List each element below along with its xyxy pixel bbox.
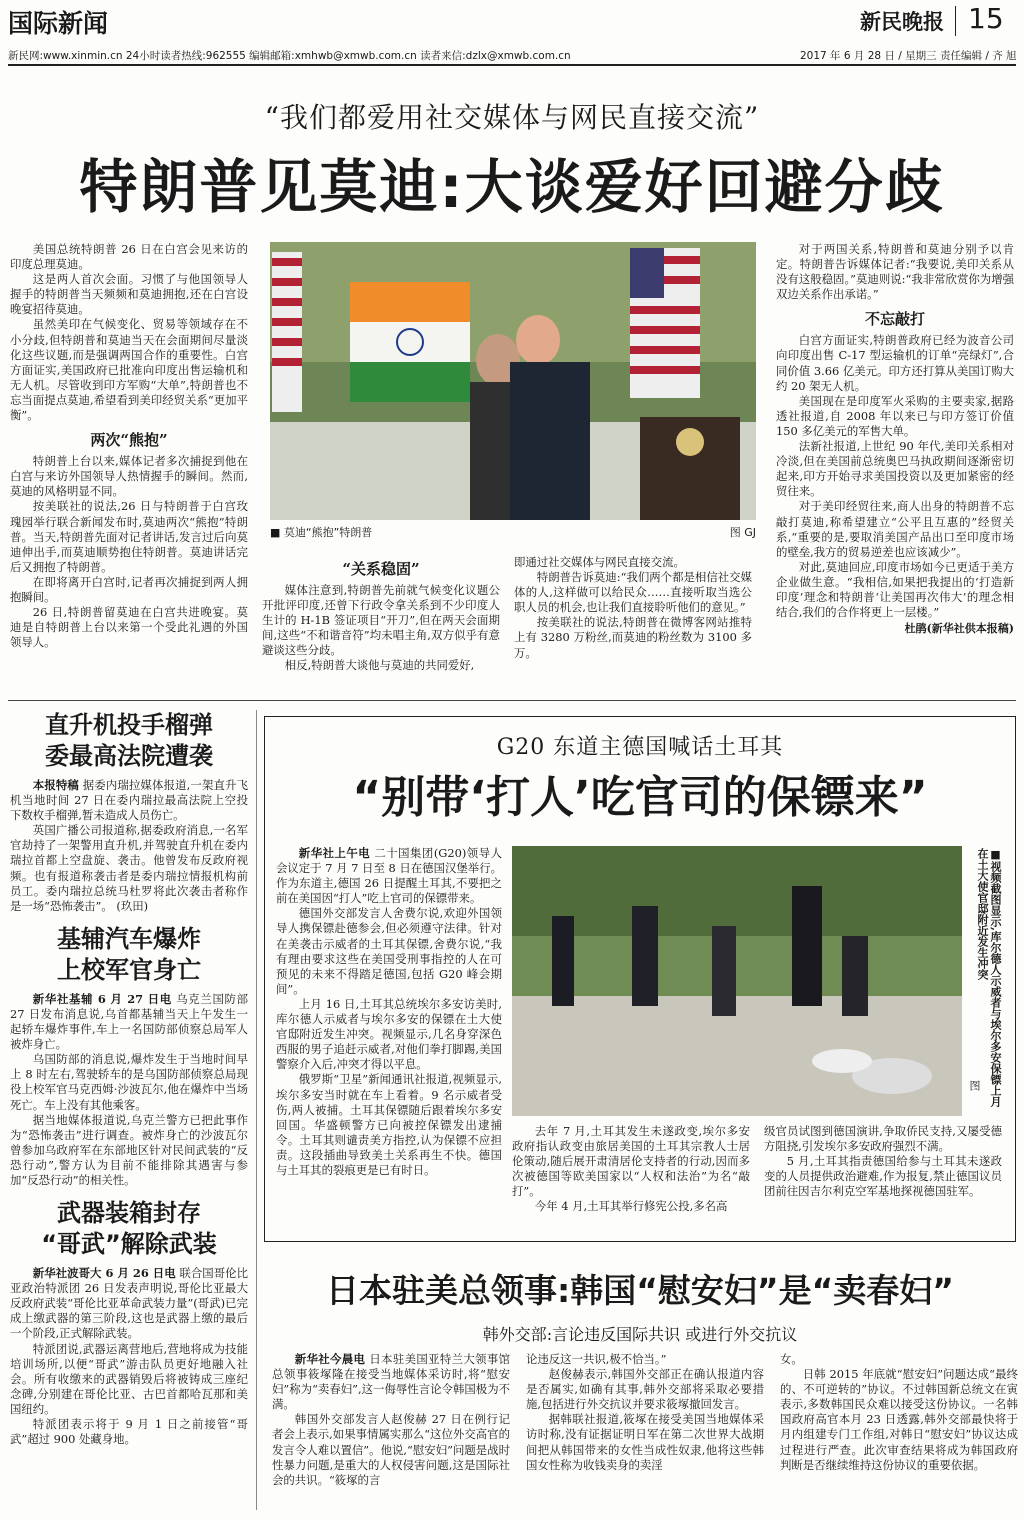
paragraph: 级官员试图到德国演讲,争取侨民支持,又屡受德方阻挠,引发埃尔多安政府强烈不满。 (764, 1124, 1002, 1154)
paragraph-text: 日本驻美国亚特兰大领事馆总领事筱塚隆在接受当地媒体采访时,将“慰安妇”称为“卖春妇”,这一侮辱性言论令韩国极为不满。 (272, 1352, 510, 1412)
subhead-pressure: 不忘敲打 (864, 310, 925, 329)
g20-headline: “别带‘打人’吃官司的保镖来” (352, 772, 928, 823)
caption-square-icon: ■ (270, 526, 284, 539)
paragraph: 特派团表示将于 9 月 1 日之前接管“哥武”超过 900 处藏身地。 (10, 1417, 248, 1447)
caption-square-icon: ■ (989, 848, 1002, 861)
paragraph: 德国外交部发言人舍费尔说,欢迎外国领导人携保镖赴德参会,但必须遵守法律。针对在美袭击示威者的土耳其保镖,舍费尔说,“我有理由要求这些在美国受刑事指控的人在可预见的未来不得踏足德国,包括 G20 峰会期间”。 (276, 906, 502, 996)
brief-title-line: 武器装箱封存 (57, 1199, 201, 1228)
paragraph: 白宫方面证实,特朗普政府已经为波音公司向印度出售 C-17 型运输机的订单“亮绿灯”,合同价值 3.66 亿美元。印方还打算从美国订购大约 20 架无人机。 (776, 333, 1014, 393)
photo-credit: 图 GJ (729, 526, 756, 539)
paragraph: 对于两国关系,特朗普和莫迪分别予以肯定。特朗普告诉媒体记者:“我要说,美印关系从没有这般稳固。”莫迪则说:“我非常欣赏你为增强双边关系作出承诺。” (776, 242, 1014, 302)
paragraph (272, 1352, 510, 1412)
main-col-3 (514, 555, 752, 661)
paragraph: 法新社报道,上世纪 90 年代,美印关系相对冷淡,但在美国前总统奥巴马执政期间逐渐密切起来,印方开始寻求美国投资以及更加紧密的经贸往来。 (776, 439, 1014, 499)
japan-col-1 (272, 1352, 510, 1488)
paragraph: 据韩联社报道,筱塚在接受美国当地媒体采访时称,没有证据证明日军在第二次世界大战期间把从韩国带来的女性当成性奴隶,他将这些韩国女性称为收钱卖身的卖淫 (526, 1412, 764, 1472)
paragraph (10, 1266, 248, 1341)
dateline: 新华社波哥大 6 月 26 日电 (32, 1266, 176, 1281)
paragraph: 特朗普告诉莫迪:“我们两个都是相信社交媒体的人,这样做可以给民众……直接听取当选公职人员的机会,也让我们直接聆听他们的意见。” (514, 570, 752, 615)
g20-col-3 (764, 1124, 1002, 1199)
paragraph-text: 乌克兰国防部 27 日发布消息说,乌首都基辅当天上午发生一起轿车爆炸事件,车上一名国防部侦察总局军人被炸身亡。 (10, 991, 249, 1052)
paragraph: 按美联社的说法,特朗普在微博客网站推特上有 3280 万粉丝,而莫迪的粉丝数为 3100 多万。 (514, 615, 752, 660)
g20-caption-text: 视频截图显示,库尔德人示威者与埃尔多安保镖上月在土大使官邸附近发生冲突 (976, 848, 1002, 1107)
dateline: 新华社上午电 (298, 846, 371, 860)
dateline: 新华社基辅 6 月 27 日电 (32, 991, 172, 1006)
section-rule (8, 700, 1016, 701)
paragraph: 去年 7 月,土耳其发生未遂政变,埃尔多安政府指认政变由旅居美国的土耳其宗教人士居伦策动,随后展开肃清居伦支持者的行动,因而多次被德国等欧美国家以“人权和法治”为名“敲打”。 (512, 1124, 750, 1199)
header-rule (8, 64, 1016, 66)
brief-1-title (10, 710, 248, 772)
paragraph: 英国广播公司报道称,据委政府消息,一名军官劫持了一架警用直升机,并驾驶直升机在委内瑞拉首都上空盘旋、袭击。他曾发布反政府视频。也有报道称袭击者是委内瑞拉情报机构前员工。委内瑞拉总统马杜罗将此次袭击者称作是一场“恐怖袭击”。 (玖田) (10, 823, 248, 913)
left-column (10, 710, 248, 1447)
g20-col-2 (512, 1124, 750, 1215)
paragraph: 按美联社的说法,26 日与特朗普于白宫玫瑰园举行联合新闻发布时,莫迪两次“熊抱”特朗普。当天,特朗普先面对记者讲话,发言过后向莫迪伸出手,而莫迪顺势抱住特朗普。莫迪讲话完后又拥抱了特朗普。 (10, 499, 248, 574)
paragraph: 赵俊赫表示,韩国外交部正在确认报道内容是否属实,如确有其事,韩外交部将采取必要措施,包括进行外交抗议并要求筱塚撤回发言。 (526, 1367, 764, 1412)
paragraph: 美国现在是印度军火采购的主要卖家,据路透社报道,自 2008 年以来已与印方签订价值 150 多亿美元的军售大单。 (776, 393, 1014, 438)
column-divider (256, 710, 257, 1510)
paragraph (10, 778, 248, 823)
paragraph: 论违反这一共识,极不恰当。” (526, 1352, 667, 1366)
subhead-stable: “关系稳固” (342, 560, 420, 578)
paragraph: 相反,特朗普大谈他与莫迪的共同爱好, (284, 658, 475, 673)
section-title: 国际新闻 (8, 9, 109, 38)
paragraph (10, 992, 248, 1052)
india-flag-icon (350, 282, 470, 402)
paragraph: 韩国外交部发言人赵俊赫 27 日在例行记者会上表示,如果事情属实那么“这位外交高官的发言令人难以置信”。他说,“慰安妇”问题是战时性暴力问题,是重大的人权侵害问题,这是国际社会的共识。“筱塚的言 (272, 1412, 510, 1487)
main-col-4 (776, 242, 1014, 636)
paragraph-text: 据委内瑞拉媒体报道,一架直升飞机当地时间 27 日在委内瑞拉最高法院上空投下数枚手榴弹,暂未造成人员伤亡。 (10, 778, 248, 823)
g20-photo-caption (966, 848, 1002, 1108)
paragraph: 今年 4 月,土耳其举行修宪公投,多名高 (534, 1199, 728, 1214)
photo-illustration (512, 846, 962, 1116)
photo-bodyguard-clash (512, 846, 962, 1116)
japan-kicker: 韩外交部:言论违反国际共识 或进行外交抗议 (482, 1325, 798, 1344)
main-headline: 特朗普见莫迪:大谈爱好回避分歧 (79, 153, 945, 221)
header-info: 新民网:www.xinmin.cn 24小时读者热线:962555 编辑邮箱:xmhwb@xmwb.com.cn 读者来信:dzlx@xmwb.com.cn (8, 50, 571, 62)
brief-3-title (10, 1198, 248, 1260)
main-kicker: “我们都爱用社交媒体与网民直接交流” (264, 101, 760, 134)
paragraph: 对此,莫迪回应,印度市场如今已更适于美方企业做生意。“我相信,如果把我提出的‘打造新印度’理念和特朗普‘让美国再次伟大’的理念相结合,我们的合作将更上一层楼。” (776, 559, 1014, 620)
paragraph-text: 联合国哥伦比亚政治特派团 26 日发表声明说,哥伦比亚最大反政府武装“哥伦比亚革命武装力量”(哥武)已完成上缴武器的第三阶段,这也是武器上缴的最后一个阶段,正式解除武装。 (10, 1266, 248, 1341)
header-date: 2017 年 6 月 28 日 / 星期三 责任编辑 / 齐 旭 (800, 50, 1017, 62)
photo-caption (270, 524, 756, 540)
paragraph: 日韩 2015 年底就“慰安妇”问题达成“最终的、不可逆转的”协议。不过韩国新总统文在寅表示,多数韩国民众难以接受这份协议。一名韩国政府高官本月 23 日透露,韩外交部最快将于月内组建专门工作组,对韩日“慰安妇”协议达成过程进行严查。此次审查结果将成为韩国政府判断是否继续维持这份协议的重要依据。 (780, 1367, 1018, 1472)
paragraph: 26 日,特朗普留莫迪在白宫共进晚宴。莫迪是自特朗普上台以来第一个受此礼遇的外国领导人。 (10, 605, 248, 650)
brief-title-line: “哥武”解除武装 (41, 1230, 217, 1259)
dateline: 新华社今晨电 (294, 1352, 366, 1366)
g20-photo-credit: 图 (968, 1080, 981, 1091)
byline: 杜鹃(新华社供本报稿) (904, 622, 1014, 636)
paragraph: 媒体注意到,特朗普先前就气候变化议题公开批评印度,还曾下行政令拿关系到不少印度人生计的 H-1B 签证项目“开刀”,但在两天会面期间,这些“不和谐音符”均未唱主角,双方似乎有意避谈这些分歧。 (262, 583, 500, 658)
masthead: 新民晚报 (860, 9, 944, 34)
paragraph: 虽然美印在气候变化、贸易等领域存在不小分歧,但特朗普和莫迪当天在会面期间尽量淡化这些议题,而是强调两国合作的重要性。白宫方面证实,美国政府已批准向印度出售运输机和无人机。尽管收到印方军购“大单”,特朗普也不忘当面提点莫迪,希望看到美印经贸关系“更加平衡”。 (10, 317, 248, 423)
main-col-1 (10, 242, 248, 650)
header-divider (955, 6, 956, 36)
us-flag-icon (272, 252, 302, 412)
paragraph: 对于美印经贸往来,商人出身的特朗普不忘敲打莫迪,称希望建立“公平且互惠的”经贸关系,“重要的是,要取消美国产品出口至印度市场的壁垒,我方的贸易逆差也应该减少”。 (776, 499, 1014, 559)
g20-kicker: G20 东道主德国喊话土耳其 (496, 735, 784, 760)
paragraph: 上月 16 日,土耳其总统埃尔多安访美时,库尔德人示威者与埃尔多安的保镖在土大使官邸附近发生冲突。视频显示,几名身穿深色西服的男子追赶示威者,对他们拳打脚踢,美国警察介入后,冲突才得以平息。 (276, 996, 502, 1072)
paragraph: 在即将离开白宫时,记者再次捕捉到两人拥抱瞬间。 (10, 574, 248, 604)
paragraph: 这是两人首次会面。习惯了与他国领导人握手的特朗普当天频频和莫迪拥抱,还在白宫设晚宴招待莫迪。 (10, 272, 248, 317)
paragraph: 女。 (780, 1352, 803, 1366)
us-flag-icon (630, 248, 700, 398)
paragraph: 乌国防部的消息说,爆炸发生于当地时间早上 8 时左右,驾驶轿车的是乌国防部侦察总局现役上校军官马克西姆·沙波瓦尔,他在爆炸中当场死亡。车上没有其他乘客。 (10, 1052, 248, 1112)
brief-title-line: 基辅汽车爆炸 (57, 924, 201, 953)
paragraph-text: 二十国集团(G20)领导人会议定于 7 月 7 日至 8 日在德国汉堡举行。作为东道主,德国 26 日提醒土耳其,不要把之前在美国因“打人”吃上官司的保镖带来。 (276, 846, 502, 906)
photo-caption-text: 莫迪“熊抱”特朗普 (283, 526, 373, 539)
page-number: 15 (968, 2, 1004, 35)
japan-col-2 (526, 1352, 764, 1473)
brief-title-line: 直升机投手榴弹 (45, 711, 213, 739)
paragraph: 特朗普上台以来,媒体记者多次捕捉到他在白宫与来访外国领导人热情握手的瞬间。然而,莫迪的风格明显不同。 (10, 454, 248, 499)
paragraph: 据当地媒体报道说,乌克兰警方已把此事作为“恐怖袭击”进行调查。被炸身亡的沙波瓦尔曾参加乌政府军在东部地区针对民间武装的“反恐行动”,警方认为目前不能排除其遇害与参加“反恐行动”的相关性。 (10, 1112, 248, 1187)
paragraph (276, 846, 502, 906)
brief-title-line: 委最高法院遭袭 (45, 742, 213, 770)
paragraph: 美国总统特朗普 26 日在白宫会见来访的印度总理莫迪。 (10, 242, 248, 272)
paragraph: 即通过社交媒体与网民直接交流。 (514, 555, 685, 569)
main-col-2 (262, 552, 500, 674)
paragraph: 俄罗斯“卫星”新闻通讯社报道,视频显示,埃尔多安当时就在车上看着。9 名示威者受伤,两人被捕。土耳其保镖随后跟着埃尔多安回国。华盛顿警方已向被控保镖发出逮捕令。土耳其则谴责美方指控,认为保镖不应担责。这段插曲导致美土关系再生不快。德国与土耳其的裂痕更是已有时日。 (276, 1072, 502, 1177)
subhead-bear-hug: 两次“熊抱” (90, 431, 168, 450)
photo-modi-trump-hug (270, 242, 756, 520)
brief-2-title (10, 924, 248, 986)
dateline: 本报特稿 (32, 778, 79, 792)
photo-illustration (270, 242, 756, 520)
g20-col-1 (276, 846, 502, 1178)
paragraph: 特派团说,武器运离营地后,营地将成为技能培训场所,以便“哥武”游击队员更好地融入社会。所有收缴来的武器销毁后将被铸成三座纪念碑,分别建在哥伦比亚、古巴首都哈瓦那和美国纽约。 (10, 1341, 248, 1416)
paragraph: 5 月,土耳其指责德国给参与土耳其未遂政变的人员提供政治避难,作为报复,禁止德国议员团前往因吉尔利克空军基地探视德国驻军。 (764, 1154, 1002, 1199)
brief-title-line: 上校军官身亡 (57, 955, 201, 984)
japan-headline: 日本驻美总领事:韩国“慰安妇”是“卖春妇” (326, 1271, 954, 1310)
japan-col-3 (780, 1352, 1018, 1473)
